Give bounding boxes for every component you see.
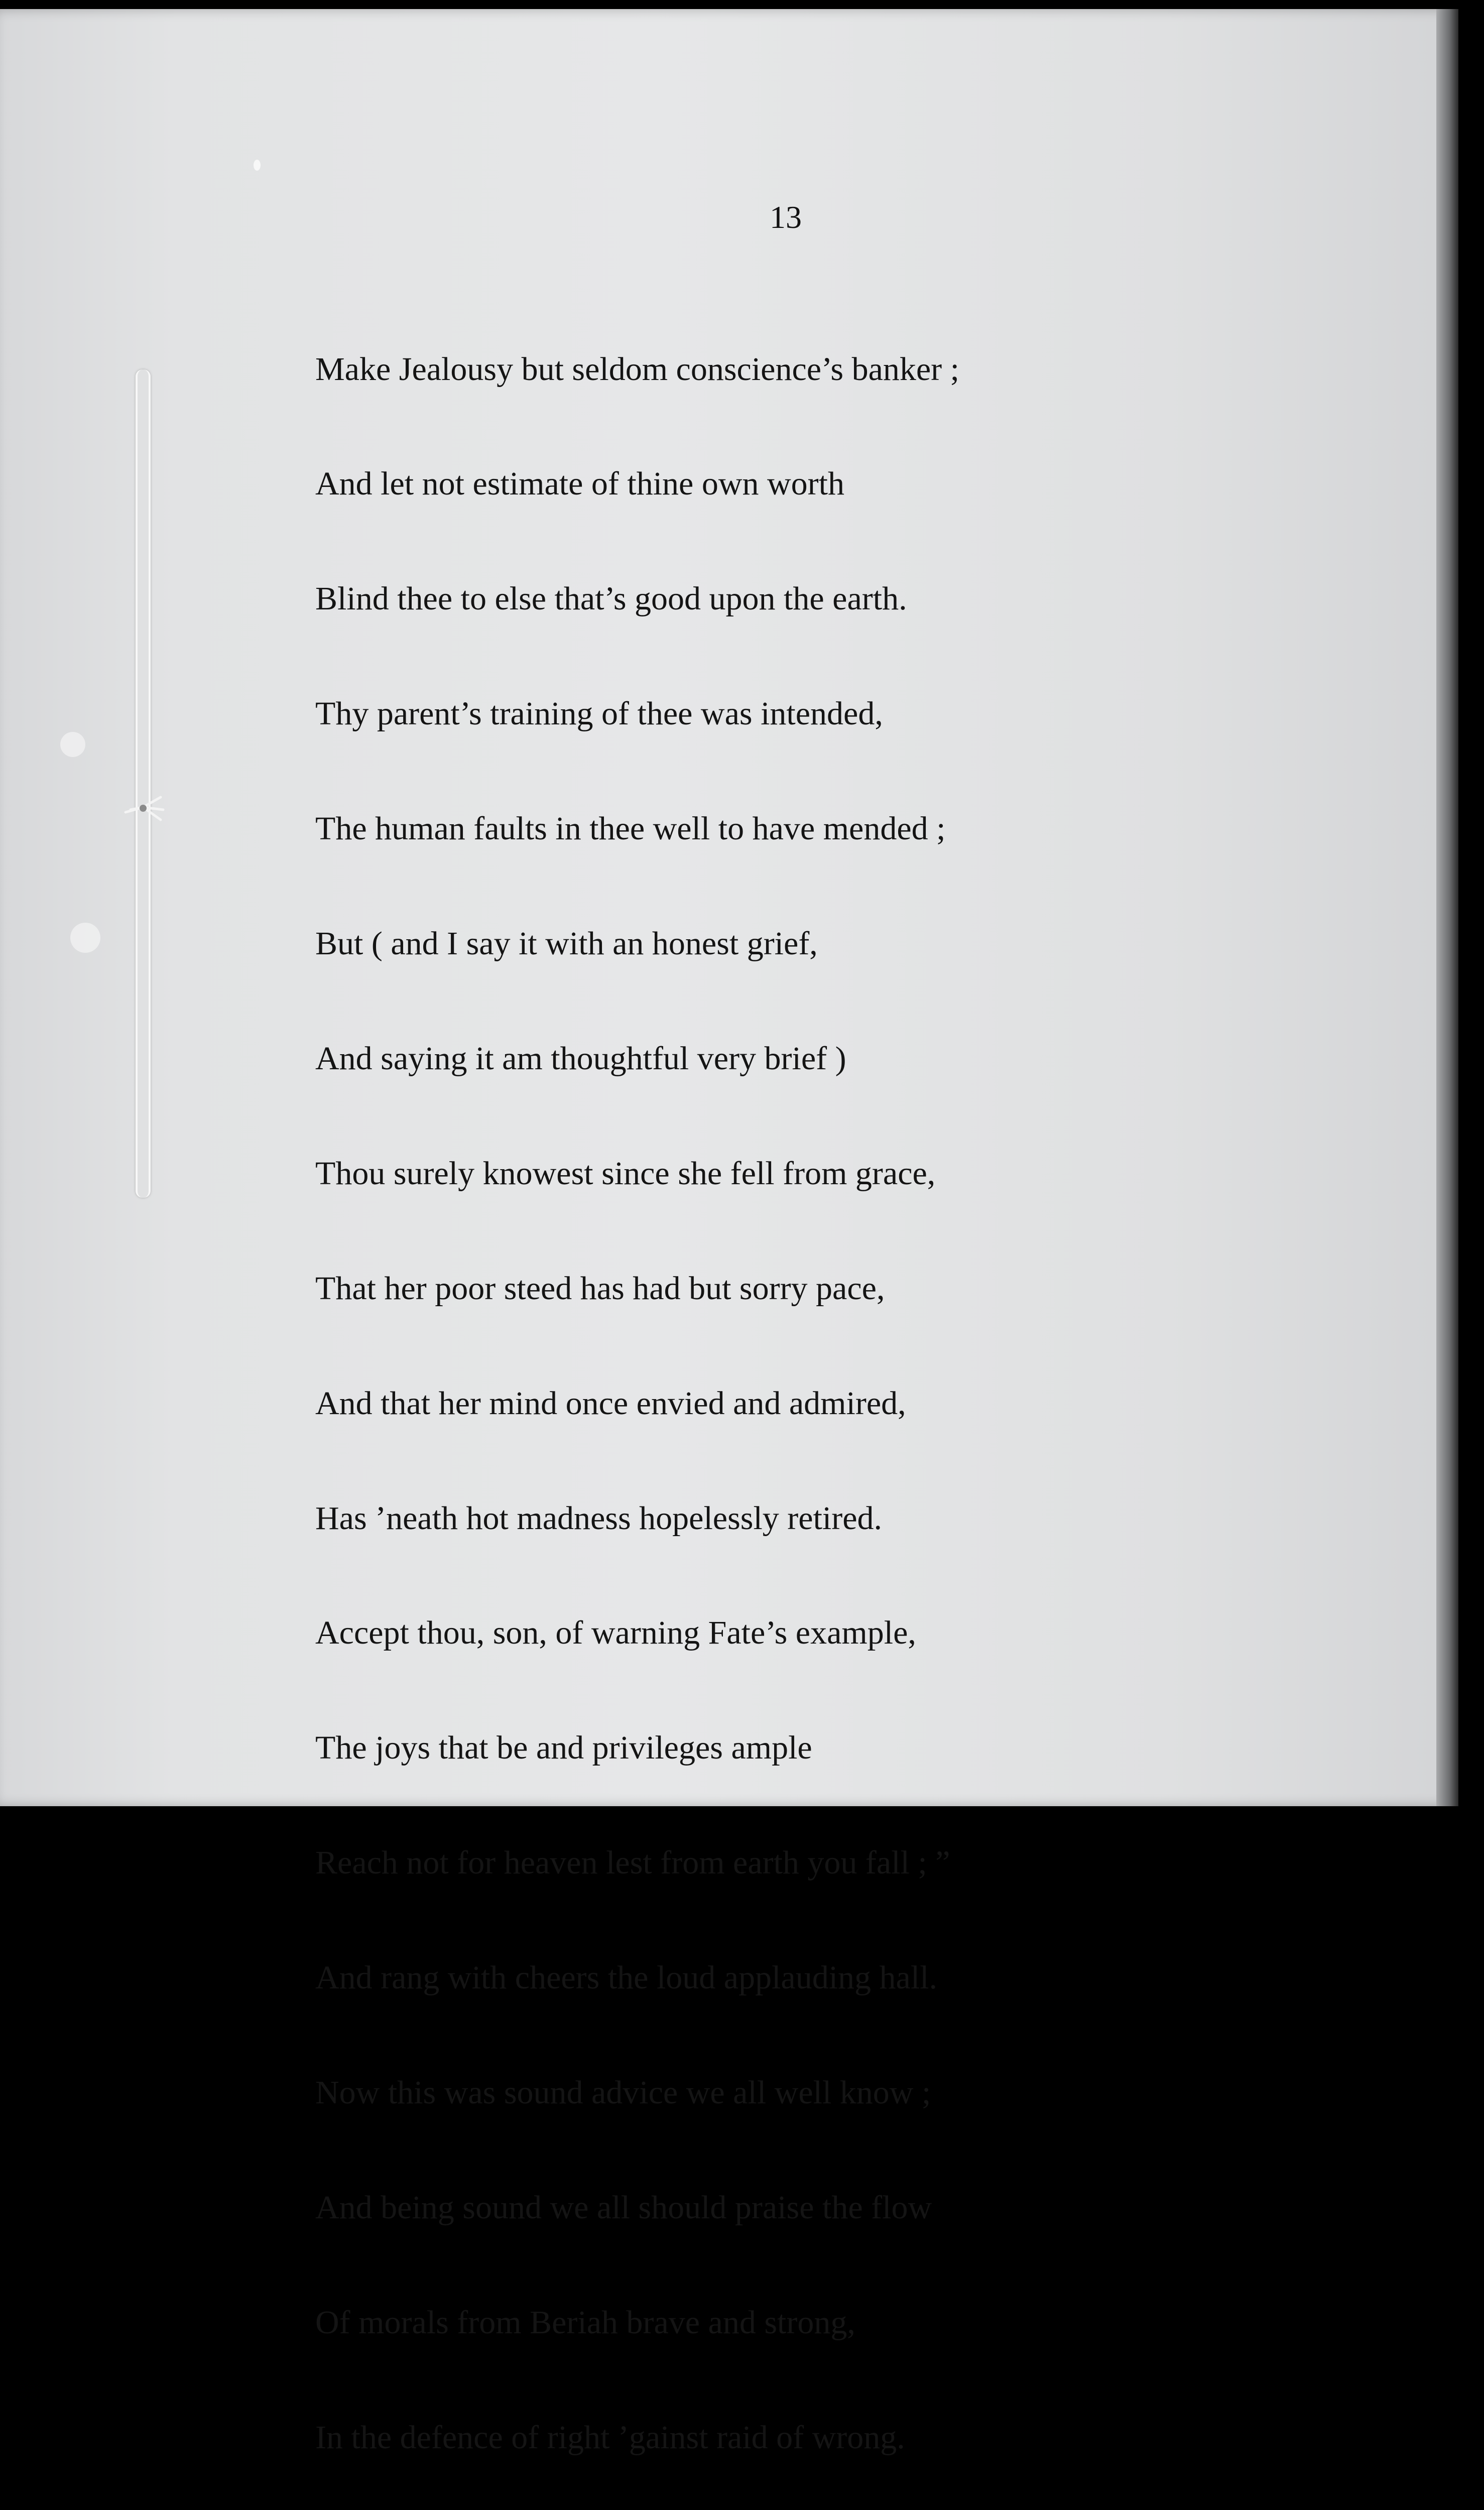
paper-speck: [70, 923, 100, 953]
poem-line: Now this was sound advice we all well know ;: [315, 2074, 931, 2111]
poem-line: And saying it am thoughtful very brief ): [315, 1040, 846, 1077]
poem-text: [315, 274, 971, 2510]
poem-line: Thy parent’s training of thee was intended,: [315, 695, 883, 732]
poem-line: Has ’neath hot madness hopelessly retired.: [315, 1499, 883, 1537]
poem-line: And being sound we all should praise the flow: [315, 2189, 932, 2226]
poem-line: In the defence of right ’gainst raid of wrong.: [315, 2419, 905, 2456]
poem-line: Make Jealousy but seldom conscience’s banker ;: [315, 350, 959, 388]
binding-thread: [136, 369, 151, 1198]
poem-line: And let not estimate of thine own worth: [315, 465, 844, 503]
paper-speck: [254, 160, 261, 171]
poem-line: Thou surely knowest since she fell from grace,: [315, 1155, 936, 1192]
poem-line: That her poor steed has had but sorry pace,: [315, 1270, 885, 1307]
binding-knot-icon: [120, 792, 166, 827]
poem-line: The joys that be and privileges ample: [315, 1729, 812, 1767]
poem-line: And rang with cheers the loud applauding hall.: [315, 1959, 938, 1996]
poem-line: Accept thou, son, of warning Fate’s example,: [315, 1614, 916, 1652]
book-page: [0, 9, 1458, 2456]
page-edge-shadow: [1436, 9, 1458, 1806]
page-number: 13: [770, 199, 802, 235]
poem-line: Of morals from Beriah brave and strong,: [315, 2304, 855, 2341]
poem-line: The human faults in thee well to have mended ;: [315, 810, 946, 847]
poem-line: But ( and I say it with an honest grief,: [315, 925, 818, 962]
paper-speck: [60, 732, 85, 757]
poem-line: And that her mind once envied and admired,: [315, 1385, 906, 1422]
poem-line: Blind thee to else that’s good upon the earth.: [315, 580, 907, 617]
poem-line: Reach not for heaven lest from earth you fall ; ”: [315, 1844, 950, 1881]
